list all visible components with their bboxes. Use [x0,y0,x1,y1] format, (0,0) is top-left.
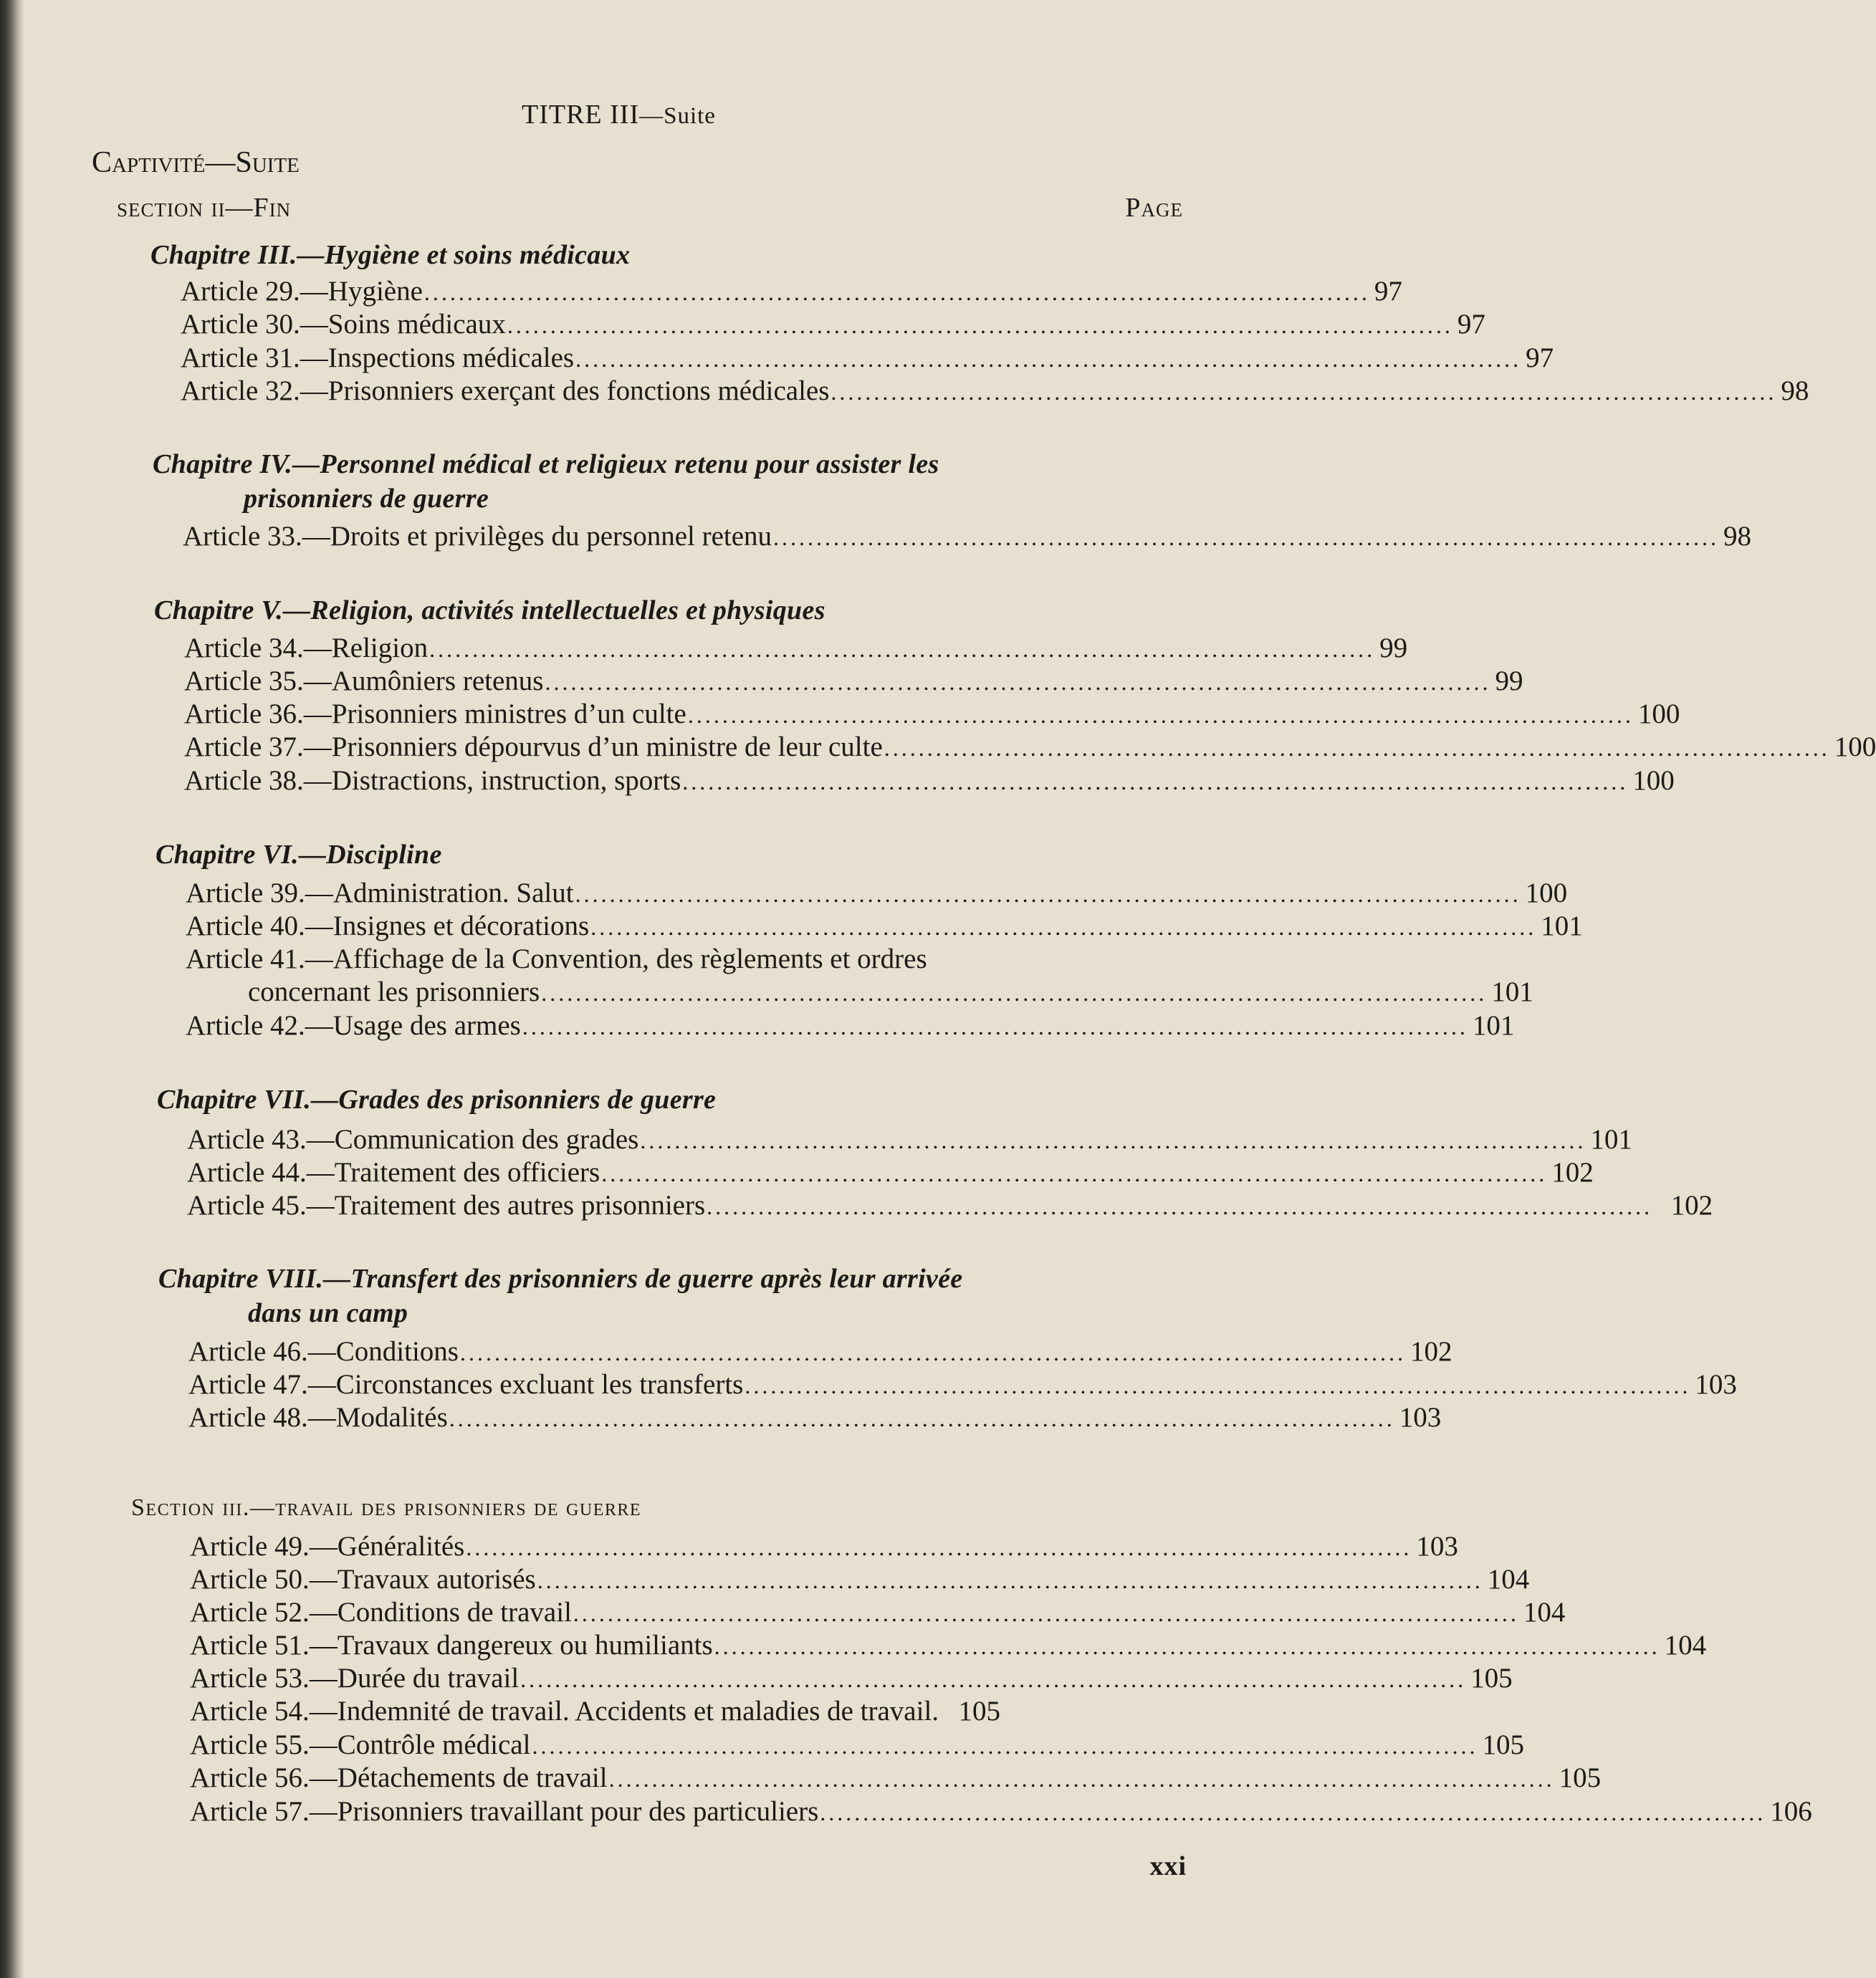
entry-title: Article 31.—Inspections médicales [181,342,575,373]
entry-title: Article 49.—Généralités [190,1531,465,1562]
toc-entry[interactable] [181,308,1485,341]
entry-page: 101 [1472,1010,1515,1041]
entry-page: 103 [1695,1369,1737,1400]
dot-leader: .............................................................................................................. [532,1733,1478,1759]
entry-page: 104 [1664,1630,1707,1661]
toc-entry[interactable] [184,731,1876,764]
entry-title: Article 55.—Contrôle médical [190,1729,531,1760]
toc-entry[interactable] [190,1563,1530,1596]
dot-leader: .............................................................................................................. [545,669,1491,695]
entry-title: Article 47.—Circonstances excluant les transferts [188,1369,744,1400]
part-heading: Captivité—Suite [92,146,300,179]
dot-leader: .............................................................................................................. [714,1633,1660,1659]
toc-entry[interactable] [186,1009,1515,1042]
entry-title: Article 38.—Distractions, instruction, sports [184,765,681,796]
entry-title: Article 42.—Usage des armes [186,1010,521,1041]
entry-page: 102 [1670,1190,1713,1221]
toc-entry[interactable] [184,632,1408,665]
entry-title: Article 46.—Conditions [188,1336,459,1367]
dot-leader: .............................................................................................................. [640,1128,1587,1153]
entry-page: 99 [1495,666,1523,696]
entry-title: Article 39.—Administration. Salut [186,878,574,908]
entry-page: 101 [1590,1124,1632,1155]
toc-entry[interactable] [188,1401,1442,1434]
entry-title: Article 34.—Religion [184,633,429,663]
dot-leader: .............................................................................................................. [820,1800,1766,1825]
entry-title: Article 44.—Traitement des officiers [187,1157,600,1188]
entry-title: Article 30.—Soins médicaux [181,309,506,340]
entry-page: 106 [1770,1796,1812,1827]
entry-page: 103 [1416,1531,1458,1562]
entry-page: 97 [1526,342,1554,373]
entry-title: Article 54.—Indemnité de travail. Accidents et maladies de travail. [190,1696,939,1727]
entry-title: Article 53.—Durée du travail [190,1663,520,1694]
dot-leader: .............................................................................................................. [522,1014,1468,1040]
toc-entry[interactable] [188,1335,1453,1368]
section-ii-heading: section ii—Fin [117,193,292,223]
entry-page: 105 [1470,1663,1513,1694]
dot-leader: .............................................................................................................. [745,1373,1691,1398]
dot-leader: .............................................................................................................. [423,279,1370,305]
toc-entry[interactable] [187,1189,1713,1222]
entry-title: Article 40.—Insignes et décorations [186,911,590,941]
entry-title: Article 37.—Prisonniers dépourvus d’un ministre de leur culte [184,731,883,762]
toc-entry[interactable] [190,1662,1513,1695]
toc-entry[interactable] [190,1795,1812,1828]
chapter-heading: Chapitre VII.—Grades des prisonniers de guerre [157,1085,717,1115]
toc-entry[interactable] [186,910,1583,943]
entry-page: 99 [1379,633,1408,663]
dot-leader: .............................................................................................................. [707,1194,1653,1219]
entry-title: Article 50.—Travaux autorisés [190,1564,536,1595]
entry-page: 105 [958,1696,1001,1727]
dot-leader: .............................................................................................................. [687,702,1634,728]
chapter-heading: Chapitre VI.—Discipline [155,840,442,870]
toc-entry[interactable] [181,275,1402,308]
toc-entry[interactable] [188,1368,1737,1401]
toc-entry[interactable] [181,375,1809,408]
toc-entry[interactable] [190,1762,1602,1795]
page-column-header: Page [1125,193,1183,223]
entry-title: Article 45.—Traitement des autres prisonniers [187,1190,706,1221]
toc-entry[interactable] [248,976,1533,1009]
toc-entry[interactable] [183,520,1752,553]
entry-title: Article 57.—Prisonniers travaillant pour des particuliers [190,1796,819,1827]
dot-leader: .............................................................................................................. [449,1406,1395,1431]
entry-page: 105 [1482,1729,1524,1760]
entry-title: Article 52.—Conditions de travail [190,1597,572,1628]
entry-page: 104 [1487,1564,1530,1595]
title-text: TITRE III [522,100,640,130]
entry-title: Article 56.—Détachements de travail [190,1762,608,1793]
entry-page: 104 [1523,1597,1566,1628]
entry-page: 103 [1399,1402,1442,1433]
toc-entry[interactable] [184,764,1675,797]
entry-title: Article 41.—Affichage de la Convention, des règlements et ordres [186,944,927,974]
entry-title: Article 43.—Communication des grades [187,1124,639,1155]
chapter-heading-cont: prisonniers de guerre [244,484,489,514]
entry-page: 100 [1834,731,1876,762]
dot-leader: .............................................................................................................. [537,1567,1483,1593]
dot-leader: .............................................................................................................. [575,346,1522,372]
entry-page: 101 [1541,911,1583,941]
entry-page: 98 [1781,375,1809,406]
dot-leader: .............................................................................................................. [884,735,1830,761]
toc-entry[interactable] [186,877,1568,910]
toc-entry[interactable] [187,1156,1594,1189]
chapter-heading: Chapitre V.—Religion, activités intellectuelles et physiques [154,595,825,625]
entry-title: Article 33.—Droits et privilèges du personnel retenu [183,521,772,552]
entry-title: Article 32.—Prisonniers exerçant des fonctions médicales [181,375,830,406]
entry-title: Article 35.—Aumôniers retenus [184,666,544,696]
toc-entry[interactable] [187,1123,1632,1156]
entry-title: Article 48.—Modalités [188,1402,448,1433]
dot-leader: .............................................................................................................. [520,1666,1467,1692]
dot-leader: .............................................................................................................. [541,980,1488,1006]
chapter-heading-cont: dans un camp [248,1298,408,1328]
toc-entry[interactable] [181,342,1554,375]
entry-page: 100 [1525,878,1568,908]
title-suite: —Suite [639,103,716,129]
toc-entry[interactable] [184,665,1523,698]
section-iii-heading: Section iii.—travail des prisonniers de guerre [131,1494,642,1521]
dot-leader: .............................................................................................................. [590,914,1537,940]
dot-leader: .............................................................................................................. [429,636,1376,662]
running-title [522,99,716,130]
entry-page: 97 [1374,276,1402,307]
dot-leader: .............................................................................................................. [682,769,1629,794]
dot-leader: .............................................................................................................. [831,379,1777,405]
dot-leader: .............................................................................................................. [573,1600,1519,1626]
chapter-heading: Chapitre VIII.—Transfert des prisonniers de guerre après leur arrivée [158,1264,963,1294]
toc-entry[interactable] [190,1596,1566,1629]
entry-page: 105 [1559,1762,1602,1793]
toc-entry[interactable] [190,1629,1707,1662]
toc-entry[interactable] [190,1530,1458,1563]
entry-title: Article 29.—Hygiène [181,276,423,307]
chapter-heading: Chapitre III.—Hygiène et soins médicaux [150,240,631,270]
toc-entry[interactable] [190,1729,1524,1762]
entry-page: 102 [1410,1336,1453,1367]
dot-leader: .............................................................................................................. [466,1535,1412,1560]
dot-leader: .............................................................................................................. [507,312,1453,338]
toc-entry[interactable] [190,1695,1174,1728]
entry-page: 98 [1723,521,1752,552]
dot-leader: .............................................................................................................. [459,1340,1406,1365]
dot-leader: .............................................................................................................. [575,881,1521,907]
entry-page: 100 [1637,698,1680,729]
page-folio: xxi [1149,1851,1187,1881]
dot-leader: .............................................................................................................. [773,524,1720,550]
toc-entry[interactable] [184,698,1680,731]
entry-title-cont: concernant les prisonniers [248,976,540,1007]
dot-leader: .............................................................................................................. [608,1766,1555,1792]
entry-page: 100 [1632,765,1675,796]
dot-leader: .............................................................................................................. [601,1161,1548,1186]
entry-page: 102 [1551,1157,1594,1188]
chapter-heading: Chapitre IV.—Personnel médical et religieux retenu pour assister les [153,449,939,479]
entry-title: Article 51.—Travaux dangereux ou humiliants [190,1630,713,1661]
entry-title: Article 36.—Prisonniers ministres d’un culte [184,698,686,729]
entry-page: 101 [1491,976,1533,1007]
entry-page: 97 [1457,309,1485,340]
